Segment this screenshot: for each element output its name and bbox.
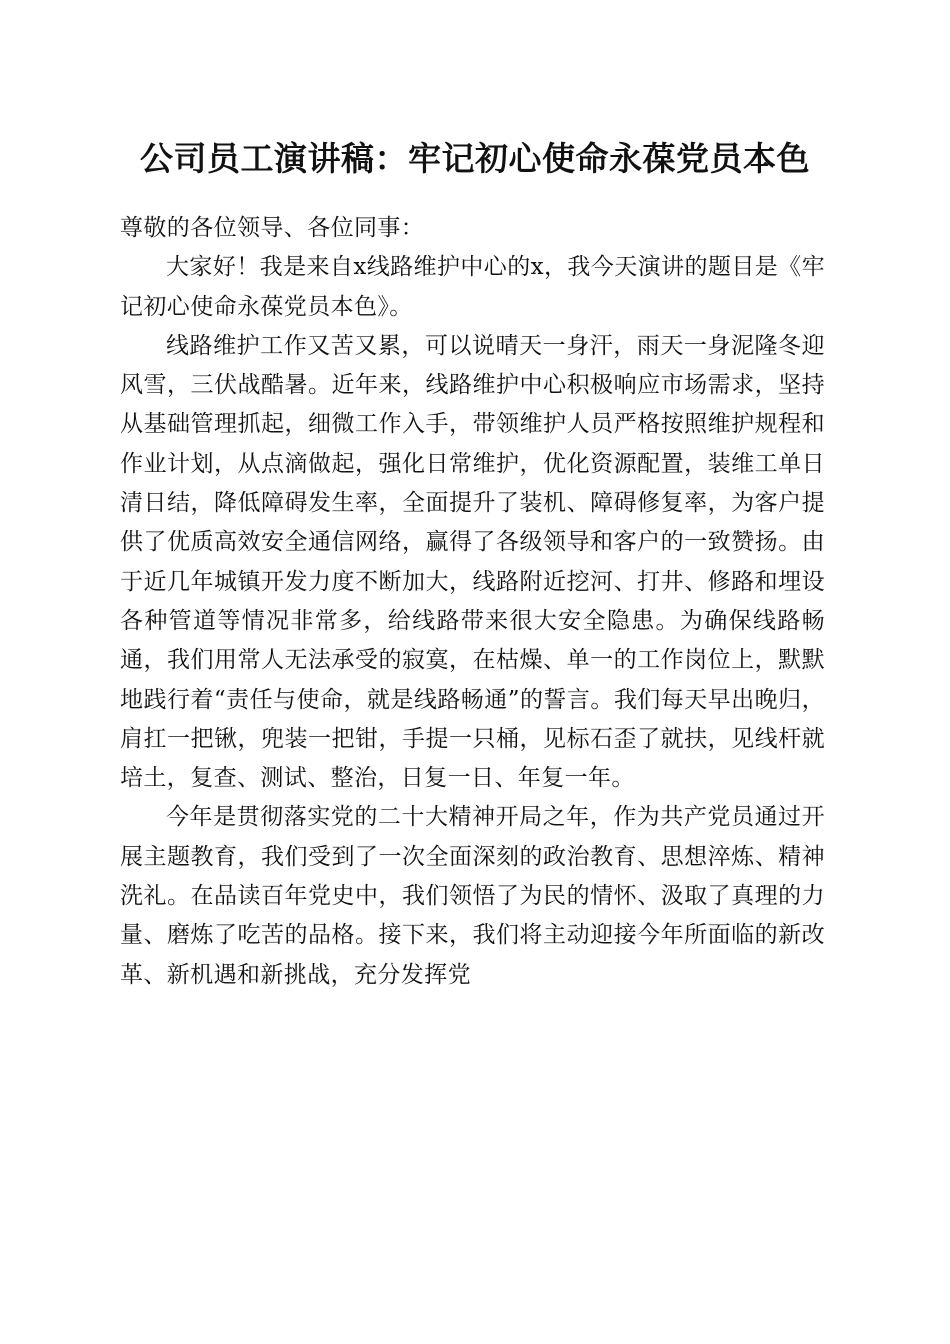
greeting: 尊敬的各位领导、各位同事： (120, 215, 425, 241)
paragraph-2: 线路维护工作又苦又累，可以说晴天一身汗，雨天一身泥隆冬迎风雪，三伏战酷暑。近年来，线路维护中心积极响应市场需求，坚持从基础管理抓起，细微工作入手，带领维护人员严格按照维护规程和作业计划，从点滴做起，强化日常维护，优化资源配置，装维工单日清日结，降低障碍发生率，全面提升了装机、障碍修复率，为客户提供了优质高效安全通信网络，赢得了各级领导和客户的一致赞扬。由于近几年城镇开发力度不断加大，线路附近挖河、打井、修路和埋设各种管道等情况非常多，给线路带来很大安全隐患。为确保线路畅通，我们用常人无法承受的寂寞，在枯燥、单一的工作岗位上，默默地践行着“责任与使命，就是线路畅通”的誓言。我们每天早出晚归，肩扛一把锹，兜装一把钳，手提一只桶，见标石歪了就扶，见线杆就培土，复查、测试、整治，日复一日、年复一年。 (120, 332, 825, 792)
paragraph-3: 今年是贯彻落实党的二十大精神开局之年，作为共产党员通过开展主题教育，我们受到了一次全面深刻的政治教育、思想淬炼、精神洗礼。在品读百年党史中，我们领悟了为民的情怀、汲取了真理的力量、磨炼了吃苦的品格。接下来，我们将主动迎接今年所面临的新改革、新机遇和新挑战，充分发挥党 (120, 804, 825, 988)
paragraph-1: 大家好！我是来自x线路维护中心的x，我今天演讲的题目是《牢记初心使命永葆党员本色》。 (120, 254, 825, 320)
document-body (120, 209, 825, 995)
document-title: 公司员工演讲稿：牢记初心使命永葆党员本色 (140, 139, 810, 178)
